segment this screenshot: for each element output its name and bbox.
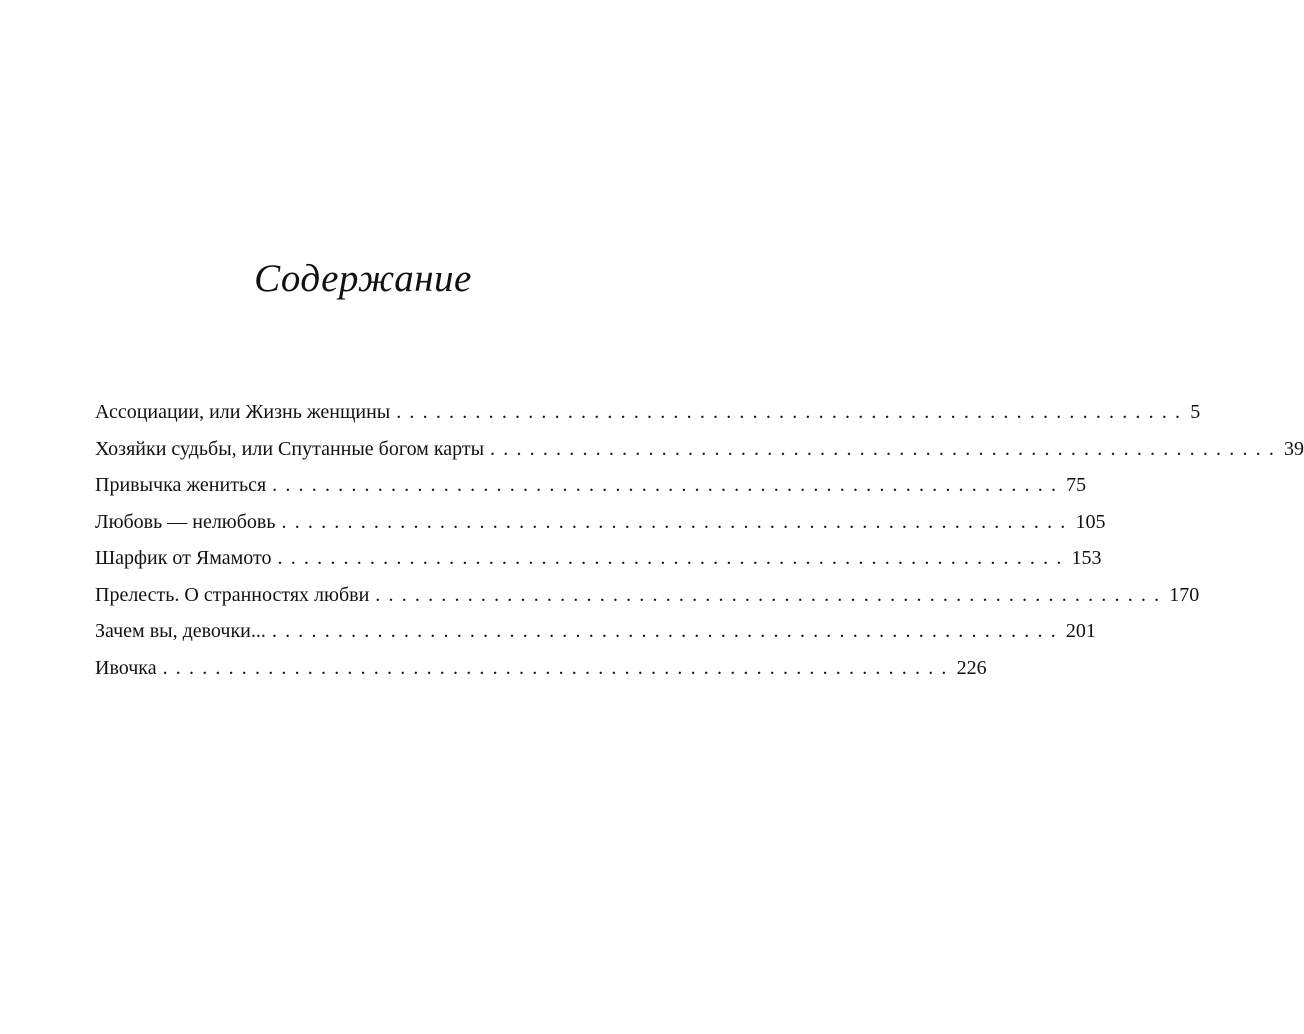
dot-leader: ............................................................ [396,401,1189,423]
toc-entry-title: Ассоциации, или Жизнь женщины [95,401,391,423]
toc-entry [95,397,1201,434]
toc-entry [95,507,1106,544]
dot-leader: ............................................................ [375,583,1168,606]
dot-leader: ............................................................ [277,547,1070,569]
toc-entry [95,653,987,690]
toc-entry-title: Хозяйки судьбы, или Спутанные богом карты [95,437,485,460]
toc-page-number: 201 [1065,620,1096,642]
dot-leader: ............................................................ [490,437,1283,460]
toc-entry [95,470,1087,507]
toc-page-number: 5 [1190,401,1201,423]
toc-entry-title: Привычка жениться [95,474,267,496]
dot-leader: ............................................................ [162,656,955,679]
toc-page-number: 105 [1075,510,1106,533]
table-of-contents [95,397,1304,689]
toc-entry [95,543,1102,580]
toc-entry-title: Любовь — нелюбовь [95,510,276,533]
toc-page-number: 226 [956,656,987,679]
toc-entry [95,580,1200,617]
toc-page-number: 75 [1066,474,1087,496]
toc-entry [95,616,1096,653]
toc-page-number: 170 [1169,583,1200,606]
toc-entry-title: Ивочка [95,656,157,679]
toc-entry-title: Прелесть. О странностях любви [95,583,370,606]
dot-leader: ............................................................ [272,474,1065,496]
page-title: Содержание [254,257,472,300]
toc-entry [95,434,1304,471]
dot-leader: ............................................................ [271,620,1064,642]
toc-page-number: 153 [1071,547,1102,569]
dot-leader: ............................................................ [281,510,1074,533]
toc-page-number: 39 [1284,437,1304,460]
toc-entry-title: Шарфик от Ямамото [95,547,272,569]
toc-entry-title: Зачем вы, девочки... [95,620,266,642]
